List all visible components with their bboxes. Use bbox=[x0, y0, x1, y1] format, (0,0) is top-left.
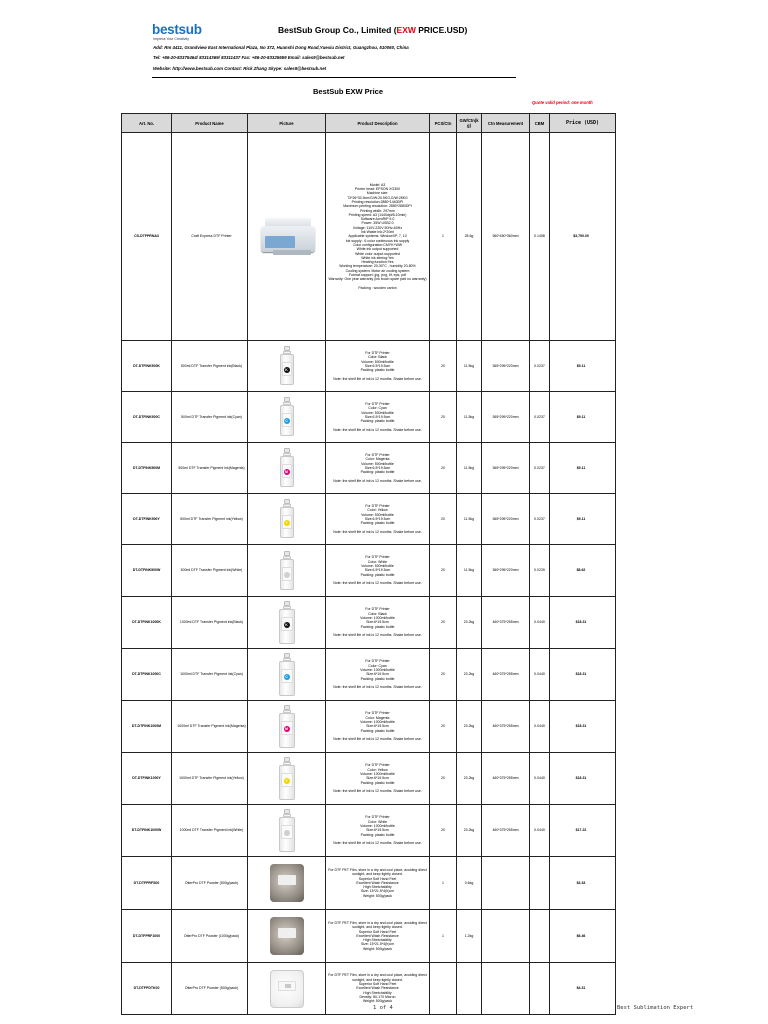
ctn-measurement-cell: 365*295*220mm bbox=[482, 494, 530, 545]
description-cell: For DTF Printer Color: Black Volume: 1000ml/bottle Size:6*19.5cm Packing: plastic bottle Note: the shelf life of ink is 12 months. Shake before use. bbox=[326, 597, 430, 649]
cbm-cell: 0.0239 bbox=[530, 545, 550, 597]
description-cell: Model: A3 Printer head: EPSON XG300 Machine size: 73*26*33.9cm/G/W:20.5KG,G/W:28KG Printing resolution:2880*1440DPI Maximum printing resolution: 2880*2880DPI Printing width: 297mm Printing speed: A3 (1440dpi/8-10min) Software:AcroRIP 9.0 Power: 35W USB2.0 Voltage: 110V-220V 50Hz-60Hz Ink Waste Ink:2*20ml Applicable systems: WindowXP, 7, 10 Ink supply : 6 color continuous ink supply Color configuration:CMYK+WW White ink output supported White color output supported White ink stirring:Yes Heating function:Yes Working temperature: 20-30°C , humidity 20-80% Cooling system: Motor air cooling system Format support: jpg, png, tif, eps, pdf Warranty: One year warranty (ink touch spare part no warranty) Packing : wooden carton bbox=[326, 133, 430, 341]
ink-color-dot: K bbox=[285, 368, 288, 372]
price-table bbox=[121, 113, 616, 1015]
picture-cell bbox=[248, 963, 326, 1015]
product-name-cell: 1000ml DTF Transfer Pigment ink(Black) bbox=[172, 597, 248, 649]
picture-cell bbox=[248, 805, 326, 857]
col-header-art-no: Art. No. bbox=[122, 114, 172, 133]
art-no-cell: DT-DTFPRF1000 bbox=[122, 910, 172, 963]
pcs-ctn-cell: 20 bbox=[430, 805, 457, 857]
cbm-cell: 0.1458 bbox=[530, 133, 550, 341]
description-cell: For DTF Printer Color: Yellow Volume: 1000ml/bottle Size:6*19.5cm Packing: plastic bottle Note: the shelf life of ink is 12 months. Shake before use. bbox=[326, 753, 430, 805]
picture-cell bbox=[248, 753, 326, 805]
pcs-ctn-cell: 20 bbox=[430, 494, 457, 545]
price-cell: $6.46 bbox=[550, 910, 616, 963]
ctn-measurement-cell: 369*295*220mm bbox=[482, 545, 530, 597]
company-address: Add: Rm 4411, Grandview East International Plaza, No 372, Huanshi Dong Road,Yuexiu District, Guangzhou, 510060, China bbox=[153, 45, 409, 50]
price-cell: $18.31 bbox=[550, 649, 616, 701]
picture-cell bbox=[248, 494, 326, 545]
ctn-measurement-cell bbox=[482, 910, 530, 963]
cbm-cell bbox=[530, 857, 550, 910]
ink-bottle-image bbox=[279, 551, 295, 591]
cbm-cell: 0.0237 bbox=[530, 392, 550, 443]
gw-ctn-cell: 28.6g bbox=[457, 133, 482, 341]
description-cell: For DTF Printer Color: Yellow Volume: 500ml/bottle Size:6.5*19.5cm Packing: plastic bottle Note: the shelf life of ink is 12 months. Shake before use. bbox=[326, 494, 430, 545]
description-cell: For DTF PET Film, store in a dry and cool place, avoiding direct sunlight, and keep tightly closed. Superior Soft Hand Feel Excellent Wash Resistance High Stretchability Size: 15*21.5*4(h)cm Weight: 500g/pack bbox=[326, 857, 430, 910]
ink-bottle-image bbox=[278, 757, 296, 801]
gw-ctn-cell: 11.5kg bbox=[457, 545, 482, 597]
description-cell: For DTF Printer Color: Magenta Volume: 500ml/bottle Size:6.5*19.5cm Packing: plastic bottle Note: the shelf life of ink is 12 months. Shake before use. bbox=[326, 443, 430, 494]
cbm-cell: 0.0440 bbox=[530, 753, 550, 805]
product-name-cell: OtterPro DTF Powder (1000g/pack) bbox=[172, 910, 248, 963]
art-no-cell: DT-DTFINK1000M bbox=[122, 701, 172, 753]
company-title bbox=[278, 25, 467, 35]
ink-bottle-image bbox=[278, 705, 296, 749]
description-cell: For DTF Printer Color: White Volume: 1000ml/bottle Size:6*19.5cm Packing: plastic bottle Note: the shelf life of ink is 12 months. Shake before use. bbox=[326, 805, 430, 857]
art-no-cell: DT-DTFINK500Y bbox=[122, 494, 172, 545]
art-no-cell: DT-DTFINK500K bbox=[122, 341, 172, 392]
product-name-cell: 500ml DTF Transfer Pigment ink(White) bbox=[172, 545, 248, 597]
product-name-cell: 1000ml DTF Transfer Pigment ink(White) bbox=[172, 805, 248, 857]
gw-ctn-cell: 0.6kg bbox=[457, 857, 482, 910]
description-cell: For DTF PET Film, store in a dry and cool place, avoiding direct sunlight, and keep tightly closed. Superior Soft Hand Feel Excellent Wash Resistance High Stretchability Density: 80-170 Micron Weight: 500g/pack bbox=[326, 963, 430, 1015]
price-cell: $9.11 bbox=[550, 443, 616, 494]
gw-ctn-cell: 1.2kg bbox=[457, 910, 482, 963]
cbm-cell: 0.0440 bbox=[530, 649, 550, 701]
col-header-gw-ctn: GW/Ctn(k g) bbox=[457, 114, 482, 133]
description-cell: For DTF Printer Color: Cyan Volume: 1000ml/bottle Size:6*19.5cm Packing: plastic bottle Note: the shelf life of ink is 12 months. Shake before use. bbox=[326, 649, 430, 701]
ctn-measurement-cell: 460*375*255mm bbox=[482, 805, 530, 857]
pcs-ctn-cell: 1 bbox=[430, 133, 457, 341]
picture-cell bbox=[248, 857, 326, 910]
table-row bbox=[122, 392, 616, 443]
ctn-measurement-cell: 365*295*220mm bbox=[482, 443, 530, 494]
price-cell: $18.31 bbox=[550, 597, 616, 649]
col-header-price: Price (USD) bbox=[550, 114, 616, 133]
ink-color-dot: K bbox=[285, 622, 288, 627]
picture-cell bbox=[248, 443, 326, 494]
document-title: BestSub EXW Price bbox=[313, 87, 384, 96]
cbm-cell: 0.0440 bbox=[530, 805, 550, 857]
ctn-measurement-cell: 460*375*255mm bbox=[482, 597, 530, 649]
pcs-ctn-cell: 20 bbox=[430, 392, 457, 443]
header-divider bbox=[152, 77, 516, 78]
ink-bottle-image bbox=[278, 653, 296, 697]
product-name-cell: 500ml DTF Transfer Pigment ink(Cyan) bbox=[172, 392, 248, 443]
ink-color-dot: Y bbox=[285, 778, 288, 783]
gw-ctn-cell: 11.5kg bbox=[457, 494, 482, 545]
logo-tagline: Impress Your Creativity bbox=[153, 37, 189, 41]
cbm-cell: 0.0237 bbox=[530, 341, 550, 392]
picture-cell bbox=[248, 701, 326, 753]
ctn-measurement-cell: 460*375*255mm bbox=[482, 649, 530, 701]
product-name-cell: 500ml DTF Transfer Pigment ink(Yellow) bbox=[172, 494, 248, 545]
product-name-cell: 1000ml DTF Transfer Pigment ink(Cyan) bbox=[172, 649, 248, 701]
product-name-cell: OtterPro DTF Powder (500g/pack) bbox=[172, 857, 248, 910]
table-row bbox=[122, 701, 616, 753]
art-no-cell: DT-DTFINK1000K bbox=[122, 597, 172, 649]
company-title-exw: EXW bbox=[396, 25, 416, 35]
art-no-cell: DT-DTFINK1000C bbox=[122, 649, 172, 701]
description-cell: For DTF PET Film, store in a dry and cool place, avoiding direct sunlight, and keep tightly closed. Superior Soft Hand Feel Excellent Wash Resistance High Stretchability Size: 15*21.5*4(h)cm Weight: 500g/pack bbox=[326, 910, 430, 963]
table-row bbox=[122, 963, 616, 1015]
description-cell: For DTF Printer Color: Black Volume: 500ml/bottle Size:6.5*19.5cm Packing: plastic bottle Note: the shelf life of ink is 12 months. Shake before use. bbox=[326, 341, 430, 392]
ink-color-dot: Y bbox=[285, 521, 288, 525]
product-name-cell: 500ml DTF Transfer Pigment ink(Magenta) bbox=[172, 443, 248, 494]
art-no-cell: DT-DTFINK500W bbox=[122, 545, 172, 597]
gw-ctn-cell bbox=[457, 963, 482, 1015]
pcs-ctn-cell bbox=[430, 963, 457, 1015]
ink-bottle-image bbox=[278, 601, 296, 645]
cbm-cell: 0.0237 bbox=[530, 443, 550, 494]
picture-cell bbox=[248, 910, 326, 963]
ink-color-dot: C bbox=[285, 419, 288, 423]
ink-bottle-image bbox=[279, 448, 295, 488]
cbm-cell: 0.0440 bbox=[530, 701, 550, 753]
picture-cell bbox=[248, 649, 326, 701]
art-no-cell: CS-DTFPRNA3 bbox=[122, 133, 172, 341]
description-cell: For DTF Printer Color: White Volume: 500ml/bottle Size:6.5*19.5cm Packing: plastic bottle Note: the shelf life of ink is 12 months. Shake before use. bbox=[326, 545, 430, 597]
table-body bbox=[122, 133, 616, 1015]
table-header-row bbox=[122, 114, 616, 133]
price-cell: $8.62 bbox=[550, 545, 616, 597]
picture-cell bbox=[248, 597, 326, 649]
table-row bbox=[122, 805, 616, 857]
cbm-cell: 0.0440 bbox=[530, 597, 550, 649]
product-name-cell: OtterPro DTF Powder (500g/pack) bbox=[172, 963, 248, 1015]
company-website: Website: http://www.bestsub.com Contact: Rick Zhang Skype: sales9@bestsub.net bbox=[153, 66, 327, 71]
table-row bbox=[122, 597, 616, 649]
pcs-ctn-cell: 20 bbox=[430, 443, 457, 494]
powder-bag-image bbox=[268, 968, 306, 1010]
description-cell: For DTF Printer Color: Magenta Volume: 1000ml/bottle Size:6*19.5cm Packing: plastic bottle Note: the shelf life of ink is 12 months. Shake before use. bbox=[326, 701, 430, 753]
ctn-measurement-cell: 460*375*255mm bbox=[482, 753, 530, 805]
ink-bottle-image bbox=[279, 397, 295, 437]
art-no-cell: DT-DTFINK500M bbox=[122, 443, 172, 494]
ink-bottle-image bbox=[279, 499, 295, 539]
pcs-ctn-cell: 20 bbox=[430, 545, 457, 597]
table-row bbox=[122, 857, 616, 910]
picture-cell bbox=[248, 341, 326, 392]
company-contact-tel: Tel: +86-20-83375464/ 83314369/ 83311437 Fax: +86-20-83325659 Email: sales9@bestsub.net bbox=[153, 55, 345, 60]
ctn-measurement-cell: 460*375*255mm bbox=[482, 701, 530, 753]
product-name-cell: 1000ml DTF Transfer Pigment ink(Magenta) bbox=[172, 701, 248, 753]
cbm-cell: 0.0237 bbox=[530, 494, 550, 545]
ctn-measurement-cell: 365*295*220mm bbox=[482, 341, 530, 392]
price-cell: $3.33 bbox=[550, 857, 616, 910]
company-title-suffix: PRICE.USD) bbox=[415, 25, 468, 35]
pcs-ctn-cell: 1 bbox=[430, 910, 457, 963]
price-cell: $9.11 bbox=[550, 494, 616, 545]
price-cell: $3,790.00 bbox=[550, 133, 616, 341]
product-name-cell: 500ml DTF Transfer Pigment ink(Black) bbox=[172, 341, 248, 392]
table-row bbox=[122, 341, 616, 392]
col-header-pcs-ctn: PCS/Ctn bbox=[430, 114, 457, 133]
pcs-ctn-cell: 1 bbox=[430, 857, 457, 910]
pcs-ctn-cell: 20 bbox=[430, 341, 457, 392]
ink-bottle-image bbox=[278, 809, 296, 853]
gw-ctn-cell: 23.2kg bbox=[457, 805, 482, 857]
gw-ctn-cell: 23.2kg bbox=[457, 701, 482, 753]
picture-cell bbox=[248, 133, 326, 341]
ctn-measurement-cell: 365*295*220mm bbox=[482, 392, 530, 443]
ink-color-dot: M bbox=[285, 470, 288, 474]
printer-image bbox=[255, 214, 319, 260]
footer-brand: Best Sublimation Expert bbox=[617, 1005, 694, 1011]
table-row bbox=[122, 910, 616, 963]
gw-ctn-cell: 23.2kg bbox=[457, 753, 482, 805]
table-row bbox=[122, 753, 616, 805]
company-title-prefix: BestSub Group Co., Limited ( bbox=[278, 25, 397, 35]
ink-color-dot: C bbox=[285, 674, 288, 679]
col-header-product-name: Product Name bbox=[172, 114, 248, 133]
pcs-ctn-cell: 20 bbox=[430, 701, 457, 753]
product-name-cell: 1000ml DTF Transfer Pigment ink(Yellow) bbox=[172, 753, 248, 805]
gw-ctn-cell: 11.5kg bbox=[457, 341, 482, 392]
table-row bbox=[122, 545, 616, 597]
pcs-ctn-cell: 20 bbox=[430, 649, 457, 701]
art-no-cell: DT-DTFINK500C bbox=[122, 392, 172, 443]
product-name-cell: Craft Express DTF Printer bbox=[172, 133, 248, 341]
cbm-cell bbox=[530, 910, 550, 963]
cbm-cell bbox=[530, 963, 550, 1015]
art-no-cell: DT-DTFPDTK00 bbox=[122, 963, 172, 1015]
art-no-cell: DT-DTFINK1000W bbox=[122, 805, 172, 857]
price-cell: $18.31 bbox=[550, 753, 616, 805]
price-cell: $9.11 bbox=[550, 392, 616, 443]
ctn-measurement-cell: 960*450*360mm bbox=[482, 133, 530, 341]
table-row bbox=[122, 649, 616, 701]
table-row bbox=[122, 443, 616, 494]
ink-bottle-image bbox=[279, 346, 295, 386]
pcs-ctn-cell: 20 bbox=[430, 753, 457, 805]
ink-color-dot bbox=[284, 572, 290, 578]
price-cell: $17.22 bbox=[550, 805, 616, 857]
quote-validity: Quote valid period: one month bbox=[532, 100, 593, 105]
table-row bbox=[122, 494, 616, 545]
powder-bag-image bbox=[268, 915, 306, 957]
company-logo bbox=[152, 22, 212, 40]
pcs-ctn-cell: 20 bbox=[430, 597, 457, 649]
price-cell: $18.31 bbox=[550, 701, 616, 753]
ctn-measurement-cell bbox=[482, 963, 530, 1015]
ink-color-dot bbox=[284, 830, 290, 836]
gw-ctn-cell: 23.2kg bbox=[457, 597, 482, 649]
picture-cell bbox=[248, 545, 326, 597]
art-no-cell: DT-DTFINK1000Y bbox=[122, 753, 172, 805]
art-no-cell: DT-DTFPRFS00 bbox=[122, 857, 172, 910]
col-header-picture: Picture bbox=[248, 114, 326, 133]
price-cell: $9.11 bbox=[550, 341, 616, 392]
picture-cell bbox=[248, 392, 326, 443]
table-row bbox=[122, 133, 616, 341]
gw-ctn-cell: 11.5kg bbox=[457, 392, 482, 443]
ctn-measurement-cell bbox=[482, 857, 530, 910]
ink-color-dot: M bbox=[285, 726, 288, 731]
powder-bag-image bbox=[268, 862, 306, 904]
page-number: 1 of 4 bbox=[373, 1005, 393, 1011]
description-cell: For DTF Printer Color: Cyan Volume: 500ml/bottle Size:6.5*19.5cm Packing: plastic bottle Note: the shelf life of ink is 12 months. Shake before use. bbox=[326, 392, 430, 443]
col-header-description: Product Description bbox=[326, 114, 430, 133]
price-cell: $4.31 bbox=[550, 963, 616, 1015]
logo-wordmark: bestsub bbox=[152, 22, 202, 37]
gw-ctn-cell: 23.2kg bbox=[457, 649, 482, 701]
gw-ctn-cell: 11.5kg bbox=[457, 443, 482, 494]
col-header-ctn-measurement: Ctn Measurement bbox=[482, 114, 530, 133]
col-header-cbm: CBM bbox=[530, 114, 550, 133]
